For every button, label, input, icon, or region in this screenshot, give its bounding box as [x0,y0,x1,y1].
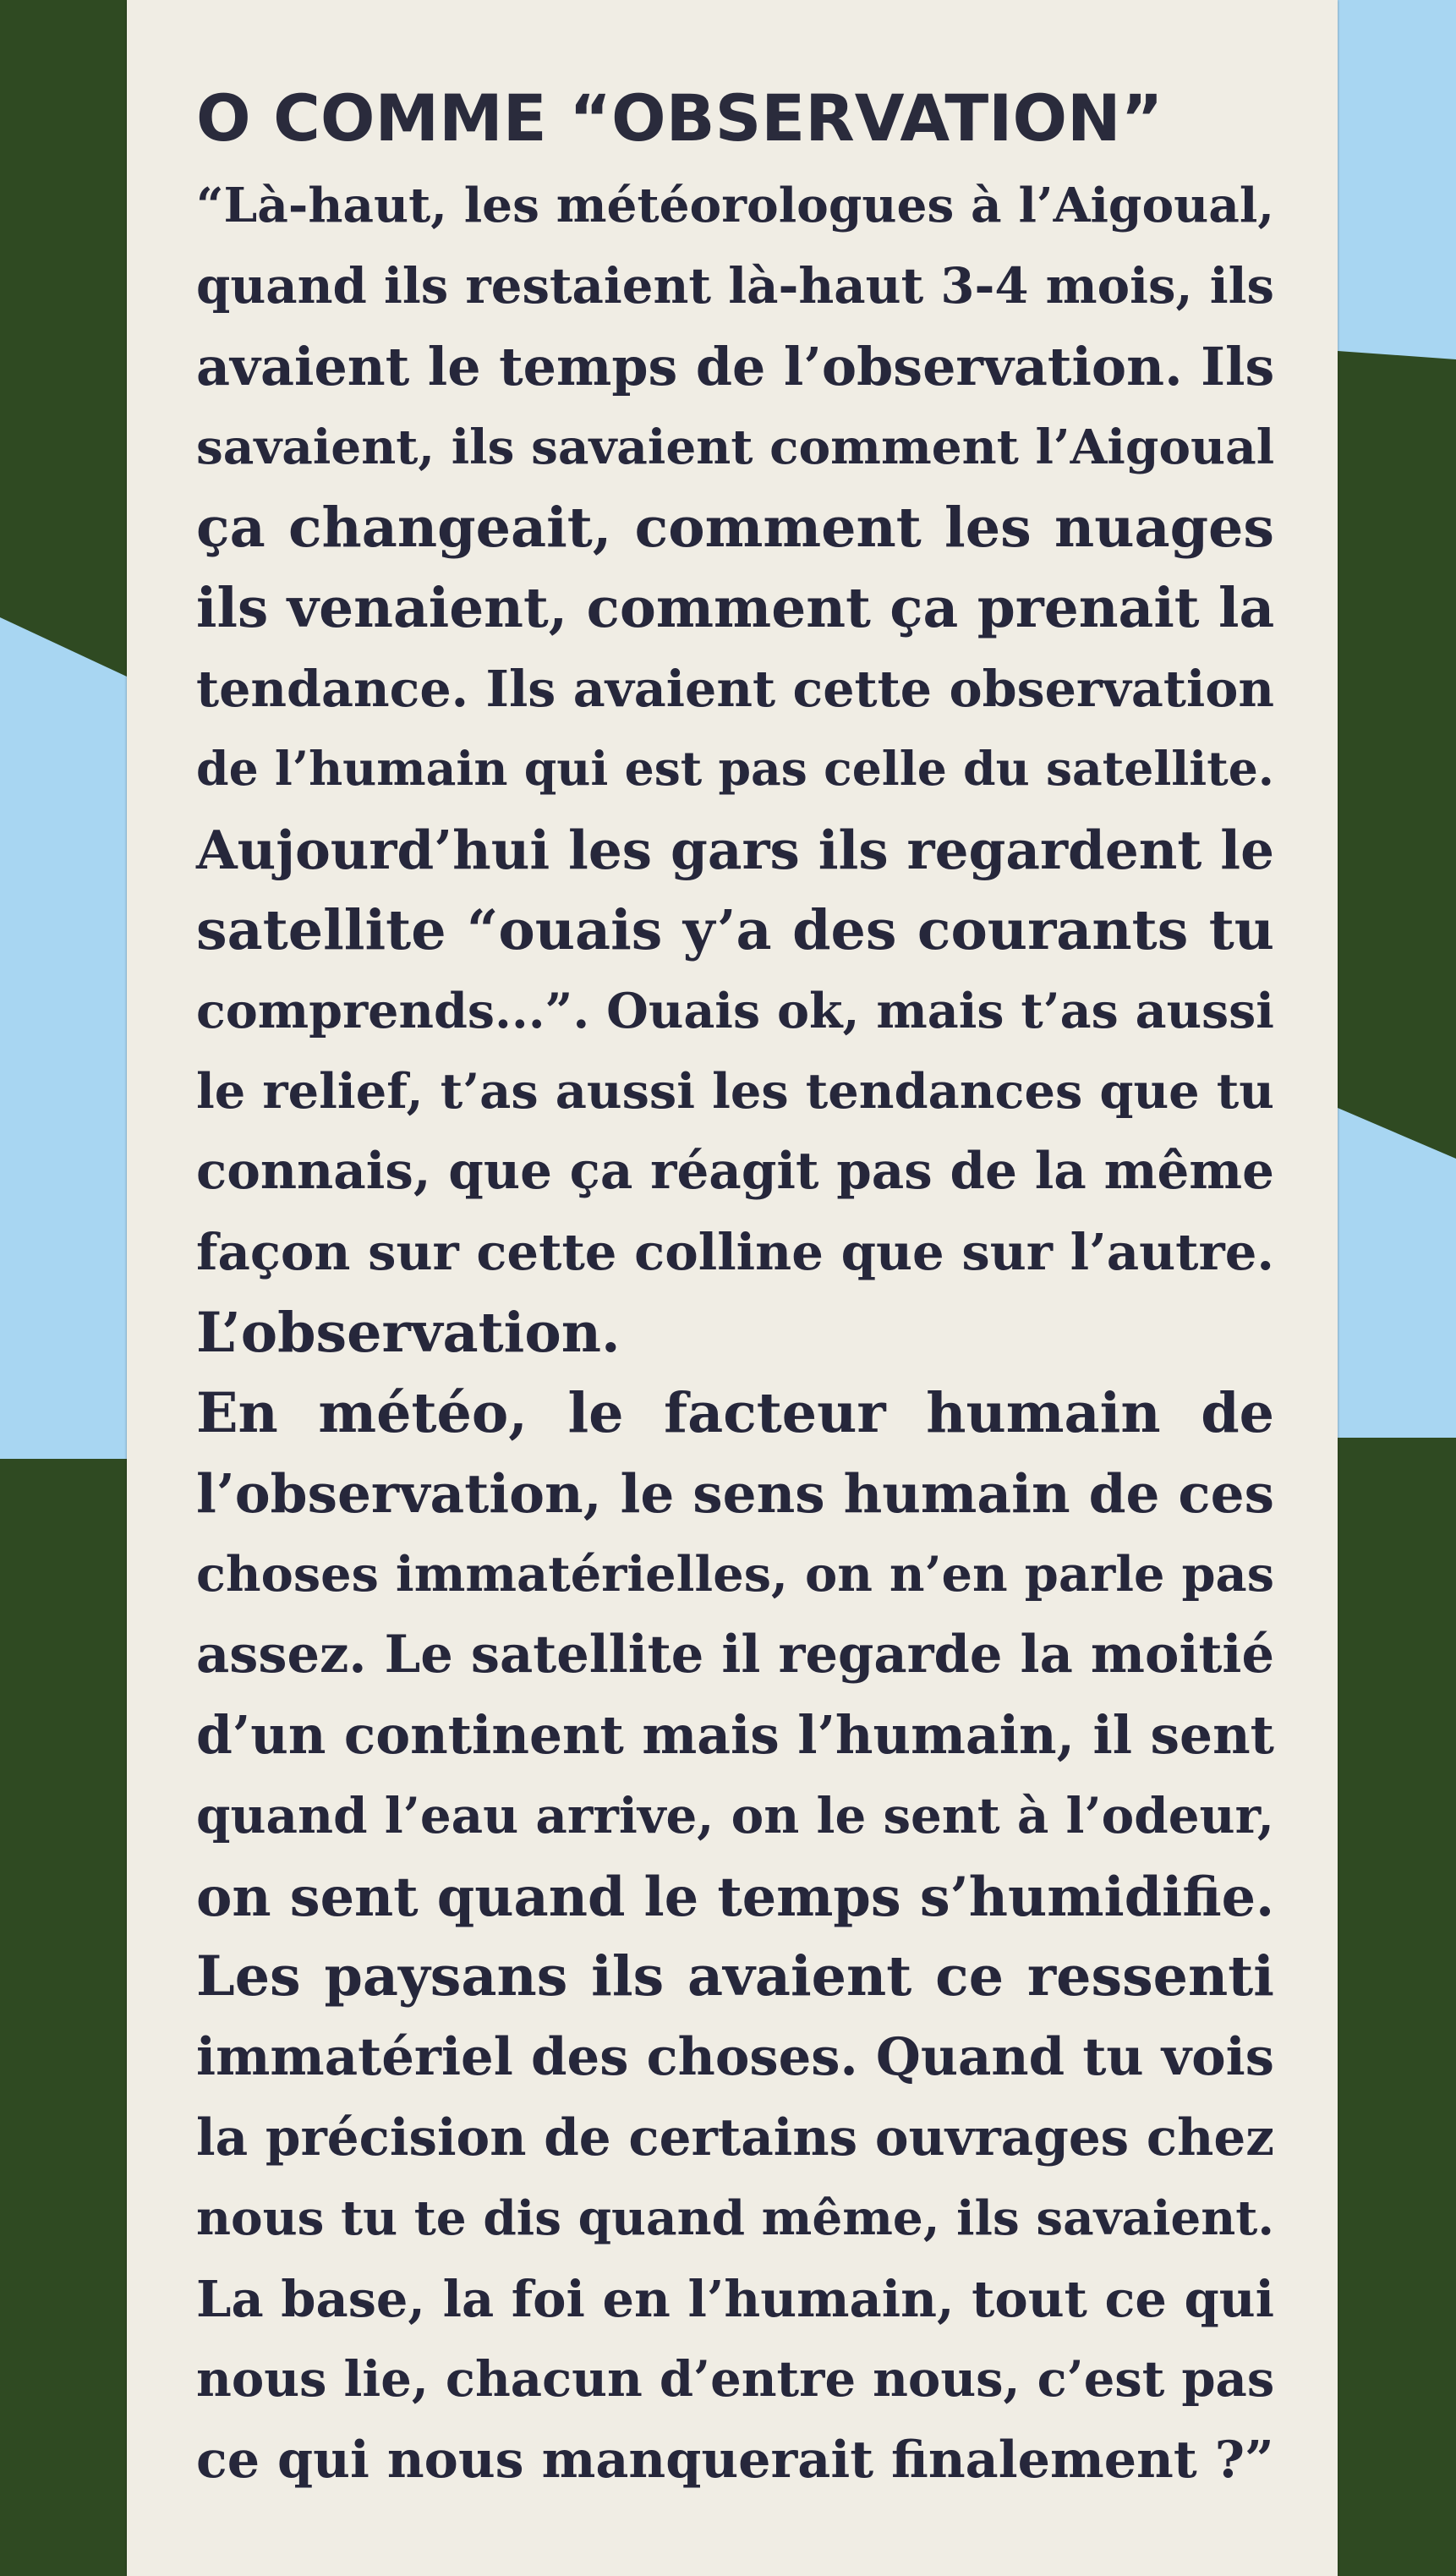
text-line: de l’humain qui est pas celle du satellite. [196,742,1274,797]
text-line: quand ils restaient là-haut 3-4 mois, ils [196,257,1274,315]
text-line: L’observation. [196,1300,621,1365]
text-line: d’un continent mais l’humain, il sent [196,1704,1274,1766]
paragraph [196,166,1274,1373]
text-line: quand l’eau arrive, on le sent à l’odeur, [196,1786,1274,1844]
text-line: avaient le temps de l’observation. Ils [196,336,1275,398]
quote-body [196,166,1274,2500]
text-line: l’observation, le sens humain de ces [196,1462,1274,1525]
paragraph [196,1373,1274,2501]
page-title: O COMME “OBSERVATION” [196,80,1163,156]
text-line: nous tu te dis quand même, ils savaient. [196,2190,1274,2246]
text-line: façon sur cette colline que sur l’autre. [196,1222,1274,1282]
text-line: ça changeait, comment les nuages [196,495,1274,560]
text-line: la précision de certains ouvrages chez [196,2107,1274,2168]
text-panel [127,0,1338,2576]
text-line: assez. Le satellite il regarde la moitié [196,1625,1274,1685]
text-line: “Là-haut, les météorologues à l’Aigoual, [196,178,1274,233]
text-line: immatériel des choses. Quand tu vois [196,2027,1274,2088]
text-line: La base, la foi en l’humain, tout ce qui [196,2269,1274,2328]
text-line: En météo, le facteur humain de [196,1380,1274,1445]
text-line: nous lie, chacun d’entre nous, c’est pas [196,2350,1275,2409]
text-line: connais, que ça réagit pas de la même [196,1142,1274,1202]
text-line: comprends...”. Ouais ok, mais t’as aussi [196,982,1274,1039]
text-line: satellite “ouais y’a des courants tu [196,897,1274,962]
text-line: tendance. Ils avaient cette observation [196,660,1274,719]
text-line: ce qui nous manquerait finalement ?” [196,2430,1274,2491]
text-line: ils venaient, comment ça prenait la [196,575,1275,640]
text-line: Aujourd’hui les gars ils regardent le [196,818,1274,881]
text-line: savaient, ils savaient comment l’Aigoual [196,419,1275,475]
text-line: le relief, t’as aussi les tendances que tu [196,1062,1274,1121]
text-line: choses immatérielles, on n’en parle pas [196,1545,1274,1603]
text-line: on sent quand le temps s’humidifie. [196,1864,1275,1928]
text-line: Les paysans ils avaient ce ressenti [196,1944,1274,2009]
